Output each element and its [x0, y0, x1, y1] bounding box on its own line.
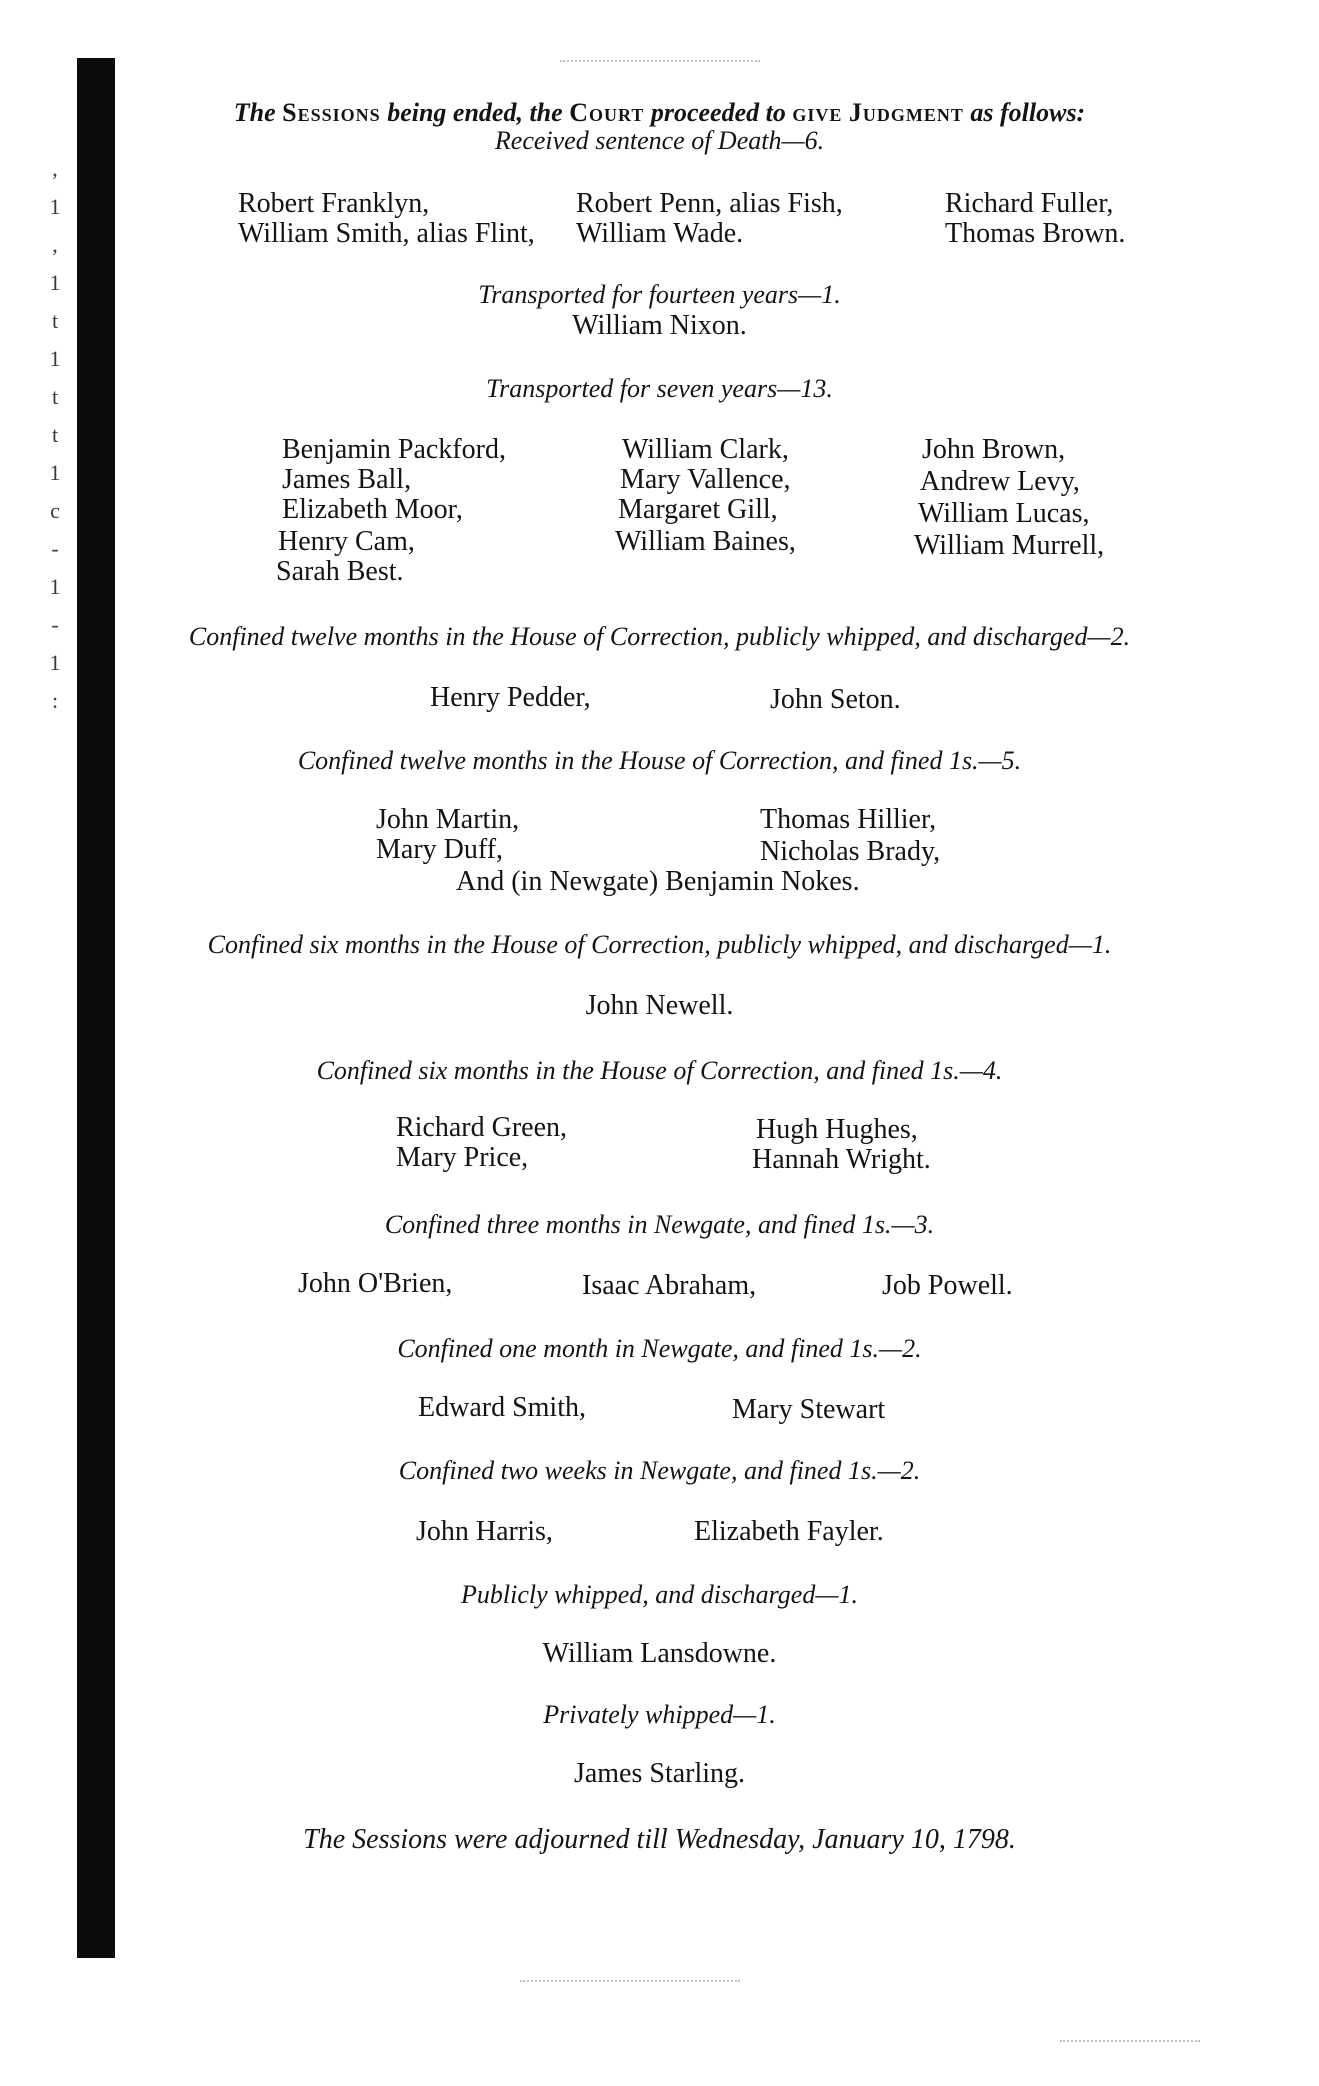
convict-name: Elizabeth Moor, — [282, 494, 463, 525]
header-part: Judgment — [848, 98, 964, 127]
death-name: William Smith, alias Flint, — [238, 218, 535, 249]
section-heading: Confined six months in the House of Correction, and fined 1s.—4. — [316, 1056, 1003, 1085]
convict-name: William Lansdowne. — [542, 1638, 777, 1669]
convict-name: Mary Duff, — [376, 834, 504, 865]
section-heading: Privately whipped—1. — [543, 1700, 776, 1729]
header-part: Sessions — [282, 98, 381, 127]
scan-noise — [560, 60, 760, 65]
convict-name: Nicholas Brady, — [760, 836, 941, 867]
margin-mark: c — [50, 498, 60, 523]
margin-mark: 1 — [49, 346, 61, 371]
margin-mark: 1 — [49, 574, 61, 599]
scan-noise — [1060, 2040, 1200, 2045]
convict-name: Richard Green, — [396, 1112, 568, 1143]
margin-mark: 1 — [49, 650, 61, 675]
section-heading: Confined three months in Newgate, and fined 1s.—3. — [384, 1210, 935, 1239]
section-heading: Transported for seven years—13. — [486, 374, 833, 403]
margin-mark: 1 — [49, 460, 61, 485]
convict-name: Hannah Wright. — [752, 1144, 931, 1175]
convict-name: Edward Smith, — [418, 1392, 586, 1423]
section-heading: Confined two weeks in Newgate, and fined 1s.—2. — [398, 1456, 921, 1485]
section-heading: Confined twelve months in the House of Correction, and fined 1s.—5. — [297, 746, 1022, 775]
section-heading: Confined six months in the House of Correction, publicly whipped, and discharged—1. — [207, 930, 1112, 959]
convict-name: Hugh Hughes, — [756, 1114, 918, 1145]
death-name: William Wade. — [576, 218, 744, 249]
convict-name: John Harris, — [416, 1516, 553, 1547]
death-heading: Received sentence of Death—6. — [494, 126, 825, 155]
death-name: Richard Fuller, — [945, 188, 1114, 219]
adjournment-notice: The Sessions were adjourned till Wednesday, January 10, 1798. — [303, 1824, 1016, 1855]
margin-mark: 1 — [49, 194, 61, 219]
margin-mark: 1 — [49, 270, 61, 295]
section-heading: Transported for fourteen years—1. — [478, 280, 841, 309]
convict-name: Henry Pedder, — [430, 682, 591, 713]
margin-mark: - — [51, 536, 59, 561]
scan-noise — [520, 1980, 740, 1985]
margin-mark: t — [51, 308, 59, 333]
convict-name: Isaac Abraham, — [582, 1270, 757, 1301]
section-heading: Publicly whipped, and discharged—1. — [461, 1580, 858, 1609]
convict-name: William Nixon. — [572, 310, 747, 341]
convict-name: William Baines, — [615, 526, 796, 557]
convict-name: James Ball, — [282, 464, 412, 495]
judgment-header — [0, 98, 1319, 128]
header-part: The — [233, 98, 276, 127]
convict-name: Benjamin Packford, — [282, 434, 506, 465]
convict-name: John Brown, — [922, 434, 1066, 465]
convict-name: Elizabeth Fayler. — [694, 1516, 884, 1547]
margin-mark: t — [51, 422, 59, 447]
convict-name: John Martin, — [376, 804, 520, 835]
convict-name: And (in Newgate) Benjamin Nokes. — [456, 866, 860, 897]
margin-mark: : — [51, 688, 59, 713]
header-part: being ended, the — [387, 98, 563, 127]
header-part: as follows: — [970, 98, 1086, 127]
convict-name: Margaret Gill, — [618, 494, 778, 525]
margin-mark: - — [51, 612, 59, 637]
convict-name: Mary Price, — [396, 1142, 529, 1173]
convict-name: Sarah Best. — [276, 556, 404, 587]
header-part: Court — [569, 98, 645, 127]
convict-name: John Newell. — [585, 990, 734, 1021]
death-name: Robert Franklyn, — [238, 188, 430, 219]
convict-name: Henry Cam, — [278, 526, 415, 557]
section-heading: Confined one month in Newgate, and fined 1s.—2. — [397, 1334, 922, 1363]
header-part: give — [792, 98, 843, 127]
margin-mark: , — [52, 232, 58, 257]
margin-mark: , — [52, 156, 58, 181]
convict-name: William Murrell, — [914, 530, 1105, 561]
convict-name: John Seton. — [770, 684, 901, 715]
convict-name: William Lucas, — [918, 498, 1090, 529]
convict-name: Thomas Hillier, — [760, 804, 937, 835]
margin-mark: t — [51, 384, 59, 409]
death-name: Thomas Brown. — [945, 218, 1126, 249]
convict-name: Job Powell. — [882, 1270, 1013, 1301]
death-name: Robert Penn, alias Fish, — [576, 188, 843, 219]
section-heading: Confined twelve months in the House of Correction, publicly whipped, and discharged—2. — [188, 622, 1131, 651]
header-part: proceeded to — [650, 98, 786, 127]
convict-name: William Clark, — [622, 434, 789, 465]
convict-name: Mary Vallence, — [620, 464, 791, 495]
convict-name: Andrew Levy, — [920, 466, 1080, 497]
convict-name: Mary Stewart — [732, 1394, 886, 1425]
convict-name: James Starling. — [573, 1758, 746, 1789]
convict-name: John O'Brien, — [298, 1268, 453, 1299]
